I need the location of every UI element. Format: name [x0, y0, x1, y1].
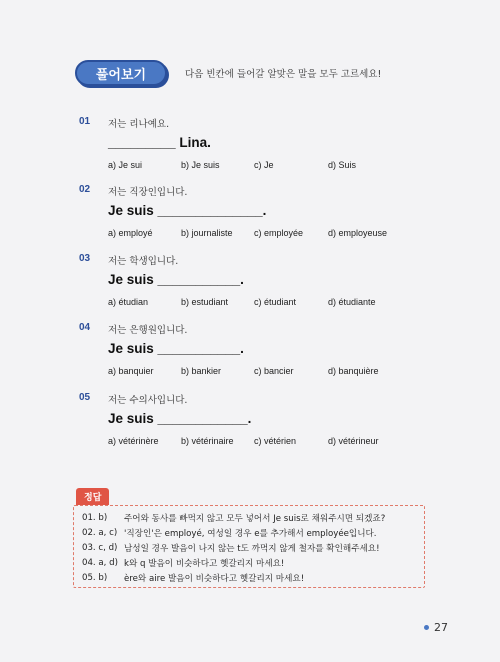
answer-explanation: 남성일 경우 발음이 나지 않는 t도 까먹지 않게 철자를 확인해주세요!	[124, 543, 380, 554]
answer-number: 04. a, d)	[82, 557, 118, 568]
option-d[interactable]: d) Suis	[328, 160, 357, 170]
option-c[interactable]: c) bancier	[254, 366, 294, 376]
option-c[interactable]: c) Je	[254, 160, 274, 170]
answer-number: 01. b)	[82, 512, 108, 523]
answer-row	[82, 570, 424, 585]
question-prompt: 저는 직장인입니다.	[108, 187, 188, 198]
question-number: 04	[79, 322, 91, 333]
question-sentence: _________ Lina.	[108, 135, 211, 150]
answer-explanation: k와 q 발음이 비슷하다고 헷갈리지 마세요!	[124, 558, 285, 569]
option-d[interactable]: d) banquière	[328, 366, 379, 376]
page-number	[424, 621, 448, 634]
option-d[interactable]: d) étudiante	[328, 297, 376, 307]
answer-row	[82, 525, 424, 540]
bullet-dot-icon	[424, 625, 429, 630]
option-a[interactable]: a) vétérinère	[108, 436, 159, 446]
option-a[interactable]: a) étudian	[108, 297, 149, 307]
option-b[interactable]: b) Je suis	[181, 160, 220, 170]
question-sentence: Je suis ___________.	[108, 341, 244, 356]
option-b[interactable]: b) estudiant	[181, 297, 229, 307]
option-d[interactable]: d) vétérineur	[328, 436, 379, 446]
option-list	[108, 436, 428, 450]
option-a[interactable]: a) employé	[108, 228, 153, 238]
option-a[interactable]: a) banquier	[108, 366, 154, 376]
option-a[interactable]: a) Je sui	[108, 160, 143, 170]
option-list	[108, 160, 428, 174]
answer-explanation: '직장인'은 employé, 여성일 경우 e를 추가해서 employée입니다.	[124, 528, 377, 539]
answer-number: 05. b)	[82, 572, 108, 583]
answer-row	[82, 510, 424, 525]
answer-key-box	[73, 505, 425, 588]
exercise-badge: 풀어보기	[75, 60, 167, 86]
answer-explanation: ère와 aire 발음이 비슷하다고 헷갈리지 마세요!	[124, 573, 305, 584]
answer-number: 03. c, d)	[82, 542, 118, 553]
answer-row	[82, 540, 424, 555]
question-number: 01	[79, 116, 91, 127]
instruction-text: 다음 빈칸에 들어갈 알맞은 말을 모두 고르세요!	[185, 69, 382, 80]
answer-explanation: 주어와 동사를 빠먹지 않고 모두 넣어서 Je suis로 채워주시면 되겠죠?	[124, 513, 386, 524]
question-number: 03	[79, 253, 91, 264]
option-list	[108, 366, 428, 380]
option-c[interactable]: c) employée	[254, 228, 304, 238]
section-header	[75, 58, 381, 88]
option-b[interactable]: b) vétérinaire	[181, 436, 234, 446]
question-prompt: 저는 리나예요.	[108, 119, 170, 130]
answer-row	[82, 555, 424, 570]
question-number: 05	[79, 392, 91, 403]
question-prompt: 저는 수의사입니다.	[108, 395, 188, 406]
option-list	[108, 228, 428, 242]
option-c[interactable]: c) étudiant	[254, 297, 297, 307]
question-prompt: 저는 은행원입니다.	[108, 325, 188, 336]
answer-number: 02. a, c)	[82, 527, 118, 538]
option-d[interactable]: d) employeuse	[328, 228, 388, 238]
option-b[interactable]: b) bankier	[181, 366, 222, 376]
option-list	[108, 297, 428, 311]
option-b[interactable]: b) journaliste	[181, 228, 233, 238]
question-sentence: Je suis ____________.	[108, 411, 252, 426]
question-number: 02	[79, 184, 91, 195]
question-prompt: 저는 학생입니다.	[108, 256, 179, 267]
page-number-text: 27	[434, 621, 448, 634]
option-c[interactable]: c) vétérien	[254, 436, 297, 446]
question-sentence: Je suis ______________.	[108, 203, 267, 218]
answer-key-label: 정답	[76, 488, 109, 505]
question-sentence: Je suis ___________.	[108, 272, 244, 287]
